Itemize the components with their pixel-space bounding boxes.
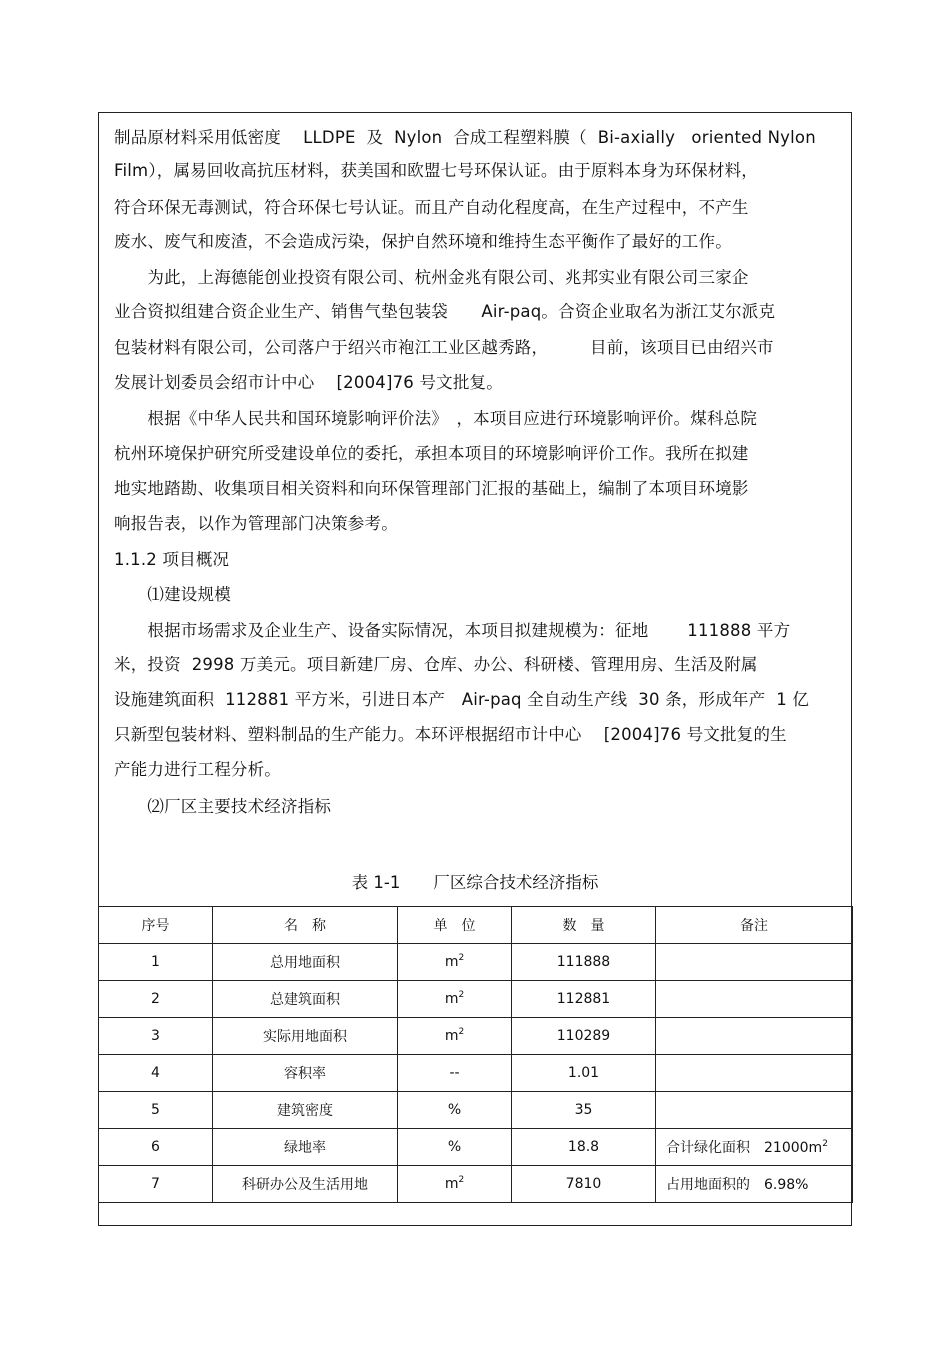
paragraph-line: 只新型包装材料、塑料制品的生产能力。本环评根据绍市计中心 [2004]76 号文批复的生 [114,725,787,744]
paragraph-line: 米，投资 2998 万美元。项目新建厂房、仓库、办公、科研楼、管理用房、生活及附属 [114,655,758,674]
table-row [99,1055,853,1092]
paragraph-line: 根据市场需求及企业生产、设备实际情况，本项目拟建规模为：征地 111888 平方 [114,621,791,640]
row-number: 6 [99,1129,213,1166]
paragraph-line: Film），属易回收高抗压材料，获美国和欧盟七号环保认证。由于原料本身为环保材料， [114,161,758,180]
paragraph-line: 符合环保无毒测试，符合环保七号认证。而且产自动化程度高，在生产过程中，不产生 [114,198,749,217]
paragraph-line: 根据《中华人民共和国环境影响评价法》 ，本项目应进行环境影响评价。煤科总院 [114,409,758,428]
unit-cell: % [398,1092,512,1129]
subsection-heading: ⑵厂区主要技术经济指标 [114,797,332,816]
column-header: 备注 [656,907,853,944]
column-header: 单 位 [398,907,512,944]
paragraph-line: 地实地踏勘、收集项目相关资料和向环保管理部门汇报的基础上，编制了本项目环境影 [114,479,749,498]
column-header: 数 量 [512,907,656,944]
tech-economic-table [98,906,853,1203]
paragraph-line: 设施建筑面积 112881 平方米，引进日本产 Air-paq 全自动生产线 30 条，形成年产 1 亿 [114,690,810,709]
quantity-cell: 35 [512,1092,656,1129]
unit-cell: -- [398,1055,512,1092]
row-number: 1 [99,944,213,981]
table-row [99,1166,853,1203]
item-name: 建筑密度 [213,1092,398,1129]
unit-cell: $m^2$ [398,944,512,981]
item-name: 科研办公及生活用地 [213,1166,398,1203]
quantity-cell: 110289 [512,1018,656,1055]
paragraph-line: 响报告表，以作为管理部门决策参考。 [114,514,398,533]
quantity-cell: 112881 [512,981,656,1018]
row-number: 2 [99,981,213,1018]
note-cell [656,1055,853,1092]
section-heading: 1.1.2 项目概况 [114,550,230,569]
item-name: 绿地率 [213,1129,398,1166]
item-name: 容积率 [213,1055,398,1092]
column-header: 序号 [99,907,213,944]
item-name: 总建筑面积 [213,981,398,1018]
item-name: 总用地面积 [213,944,398,981]
note-cell: 合计绿化面积 $21000m^2$ [656,1129,853,1166]
item-name: 实际用地面积 [213,1018,398,1055]
table-row [99,1092,853,1129]
quantity-cell: 18.8 [512,1129,656,1166]
row-number: 4 [99,1055,213,1092]
paragraph-line: 产能力进行工程分析。 [114,760,281,779]
quantity-cell: 1.01 [512,1055,656,1092]
note-cell [656,981,853,1018]
row-number: 3 [99,1018,213,1055]
unit-cell: $m^2$ [398,1018,512,1055]
table-row [99,1018,853,1055]
unit-cell: $m^2$ [398,981,512,1018]
note-cell: 占用地面积的 6.98% [656,1166,853,1203]
row-number: 7 [99,1166,213,1203]
column-header: 名 称 [213,907,398,944]
quantity-cell: 111888 [512,944,656,981]
paragraph-line: 废水、废气和废渣，不会造成污染，保护自然环境和维持生态平衡作了最好的工作。 [114,232,732,251]
note-cell [656,1018,853,1055]
paragraph-line: 制品原材料采用低密度 LLDPE 及 Nylon 合成工程塑料膜（ Bi-axially oriented Nylon [114,128,816,147]
note-cell [656,1092,853,1129]
table-header-row [99,907,853,944]
unit-cell: % [398,1129,512,1166]
table-row [99,1129,853,1166]
paragraph-line: 为此，上海德能创业投资有限公司、杭州金兆有限公司、兆邦实业有限公司三家企 [114,268,749,287]
paragraph-line: 包装材料有限公司，公司落户于绍兴市袍江工业区越秀路， 目前，该项目已由绍兴市 [114,338,774,357]
subsection-heading: ⑴建设规模 [114,585,231,604]
paragraph-line: 杭州环境保护研究所受建设单位的委托，承担本项目的环境影响评价工作。我所在拟建 [114,444,749,463]
paragraph-line: 业合资拟组建合资企业生产、销售气垫包装袋 Air-paq。合资企业取名为浙江艾尔派克 [114,302,776,321]
quantity-cell: 7810 [512,1166,656,1203]
table-row [99,981,853,1018]
table-row [99,944,853,981]
row-number: 5 [99,1092,213,1129]
table-caption: 表 1-1 厂区综合技术经济指标 [351,873,599,892]
note-cell [656,944,853,981]
unit-cell: $m^2$ [398,1166,512,1203]
paragraph-line: 发展计划委员会绍市计中心 [2004]76 号文批复。 [114,373,503,392]
